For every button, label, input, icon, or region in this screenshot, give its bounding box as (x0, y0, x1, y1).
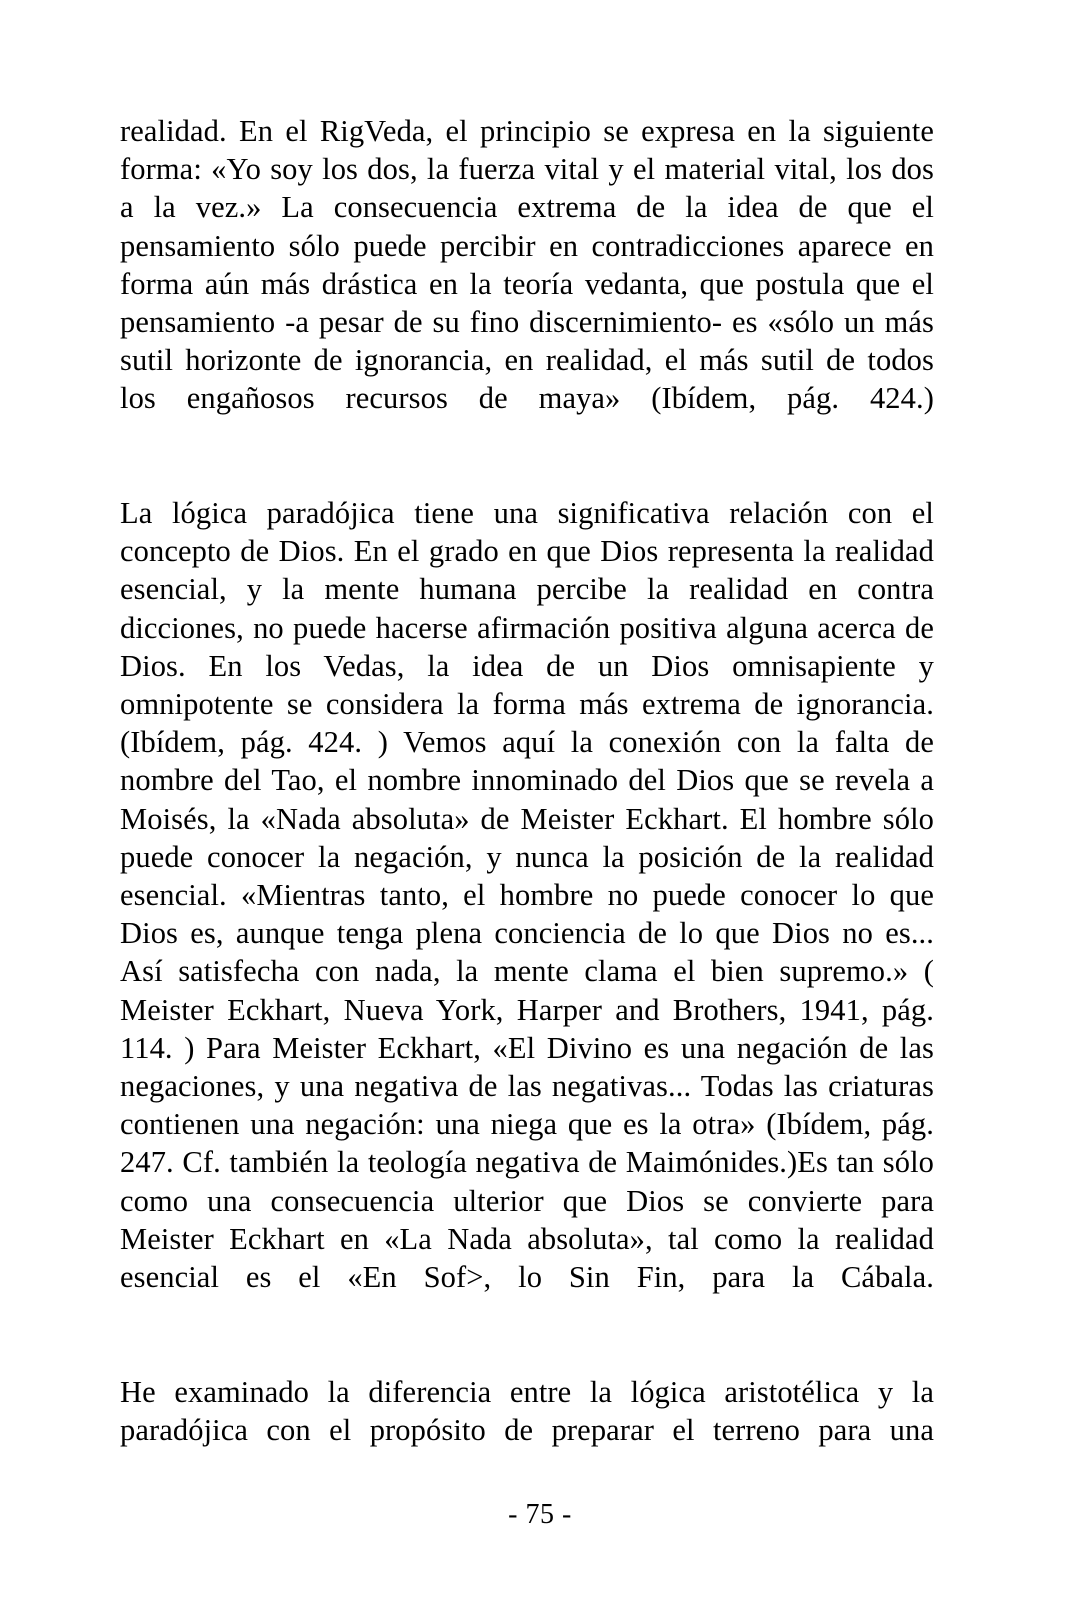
body-paragraph-1: realidad. En el RigVeda, el principio se expresa en la siguiente forma: «Yo soy los dos, la fuerza vital y el material vital, los dos a la vez.» La consecuencia extrema de la idea de que el pensamiento sólo puede percibir en contradicciones aparece en forma aún más drástica en la teoría vedanta, que postula que el pensamiento -a pesar de su fino discernimiento- es «sólo un más sutil horizonte de ignorancia, en realidad, el más sutil de todos los engañosos recursos de maya» (Ibídem, pág. 424.) (120, 114, 934, 416)
body-paragraph-2: La lógica paradójica tiene una significativa relación con el concepto de Dios. En el grado en que Dios representa la realidad esencial, y la mente humana percibe la realidad en contra dicciones, no puede hacerse afirmación positiva alguna acerca de Dios. En los Vedas, la idea de un Dios omnisapiente y omnipotente se considera la forma más extrema de ignorancia. (Ibídem, pág. 424. ) Vemos aquí la conexión con la falta de nombre del Tao, el nombre innominado del Dios que se revela a Moisés, la «Nada absoluta» de Meister Eckhart. El hombre sólo puede conocer la negación, y nunca la posición de la realidad esencial. «Mientras tanto, el hombre no puede conocer lo que Dios es, aunque tenga plena conciencia de lo que Dios no es... Así satisfecha con nada, la mente clama el bien supremo.» ( Meister Eckhart, Nueva York, Harper and Brothers, 1941, pág. 114. ) Para Meister Eckhart, «El Divino es una negación de las negaciones, y una negativa de las negativas... Todas las criaturas contienen una negación: una niega que es la otra» (Ibídem, pág. 247. Cf. también la teología negativa de Maimónides.)Es tan sólo como una consecuencia ulterior que Dios se convierte para Meister Eckhart en «La Nada absoluta», tal como la realidad esencial es el «En Sof>, lo Sin Fin, para la Cábala. (120, 496, 934, 1295)
page-number-footer: - 75 - (508, 1499, 572, 1530)
body-text-column (120, 112, 934, 1487)
body-paragraph-3: He examinado la diferencia entre la lógica aristotélica y la paradójica con el propósito de preparar el terreno para una (120, 1374, 934, 1447)
